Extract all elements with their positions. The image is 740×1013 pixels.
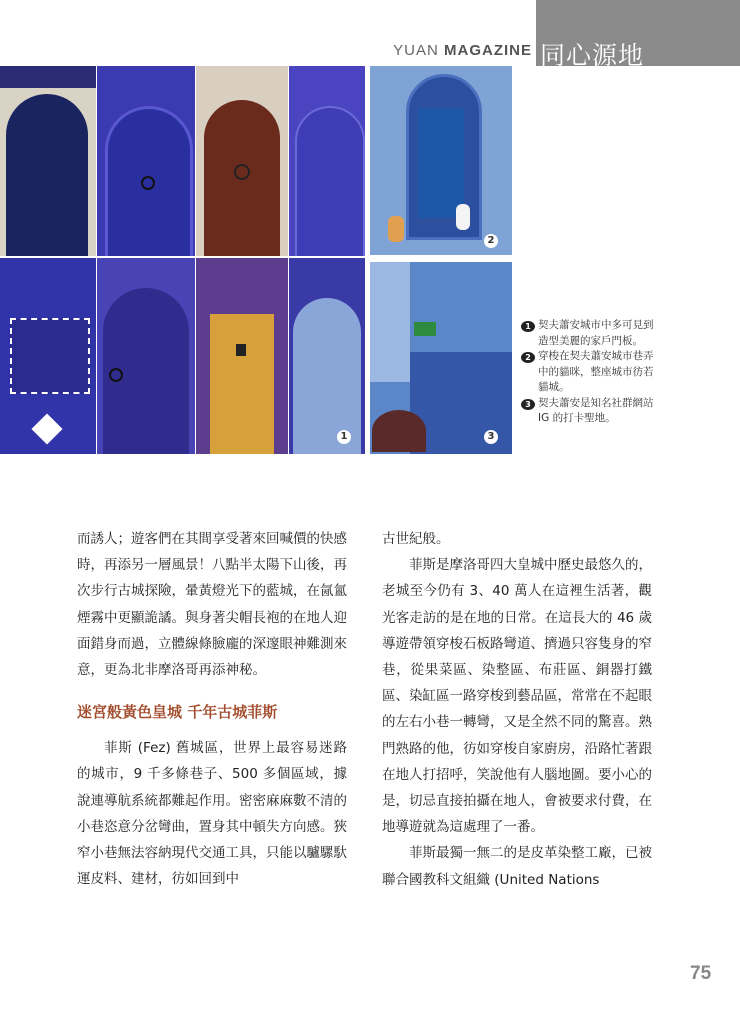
body-paragraph: 菲斯最獨一無二的是皮革染整工廠，已被聯合國教科文組織 (United Nations [382,845,652,888]
page-number: 75 [690,963,712,984]
body-paragraph: 菲斯 (Fez) 舊城區，世界上最容易迷路的城市，9 千多條巷子、500 多個區域，據說連導航系統都難起作用。密密麻麻數不清的小巷恣意分岔彎曲，置身其中頓失方向感。狹窄小巷無法容納現代交通工具，只能以驢騾馱運皮料、建材，彷如回到中 [77,740,347,888]
door-photo [97,258,195,454]
right-column [382,526,652,893]
cats-blue-door-photo [370,66,512,255]
photo-badge-3: 3 [484,430,498,444]
door-photo [0,66,96,256]
door-photo [196,258,288,454]
blue-stairs-photo [370,262,512,454]
magazine-name: YUAN MAGAZINE [393,42,532,59]
caption-item [521,396,661,427]
caption-item [521,349,661,396]
caption-text: 契夫蕭安是知名社群網站 IG 的打卡聖地。 [538,396,654,424]
section-heading: 迷宮般黃色皇城 千年古城菲斯 [77,703,278,722]
left-column [77,526,347,892]
door-photo [97,66,195,256]
section-title-block [536,0,740,70]
door-photo [289,258,365,454]
photo-badge-2: 2 [484,234,498,248]
caption-number: 2 [521,352,535,363]
photo-badge-1: 1 [337,430,351,444]
body-paragraph: 古世紀般。 [382,531,450,547]
caption-text: 穿梭在契夫蕭安城市巷弄中的貓咪，整座城市彷若貓城。 [538,350,654,393]
caption-number: 3 [521,399,535,410]
door-photo [0,258,96,454]
caption-text: 契夫蕭安城市中多可見到造型美麗的家戶門板。 [538,319,654,347]
body-paragraph: 而誘人；遊客們在其間享受著來回喊價的快感時，再添另一層風景！八點半太陽下山後，再次步行古城探險，暈黃燈光下的藍城，在氤氳煙霧中更顯詭譎。與身著尖帽長袍的在地人迎面錯身而過，立體線條臉龐的深邃眼神難測來意，更為北非摩洛哥再添神秘。 [77,531,347,679]
door-photo [289,66,365,256]
photo-captions [521,318,661,427]
caption-item [521,318,661,349]
body-paragraph: 菲斯是摩洛哥四大皇城中歷史最悠久的，老城至今仍有 3、40 萬人在這裡生活著，觀光客走訪的是在地的日常。在這長大的 46 歲導遊帶領穿梭石板路彎道、擠過只容隻身的窄巷，從果菜區、染整區、布莊區、銅器打鐵區、染缸區一路穿梭到藝品區，常常在不起眼的左右小巷一轉彎，又是全然不同的驚喜。熟門熟路的他，彷如穿梭自家廚房，沿路忙著跟在地人打招呼，笑說他有人腦地圖。要小心的是，切忌直接拍攝在地人，會被要求付費，在地導遊就為這處理了一番。 [382,557,652,836]
door-photo [196,66,288,256]
caption-number: 1 [521,321,535,332]
section-title: 同心源地 [540,41,645,70]
